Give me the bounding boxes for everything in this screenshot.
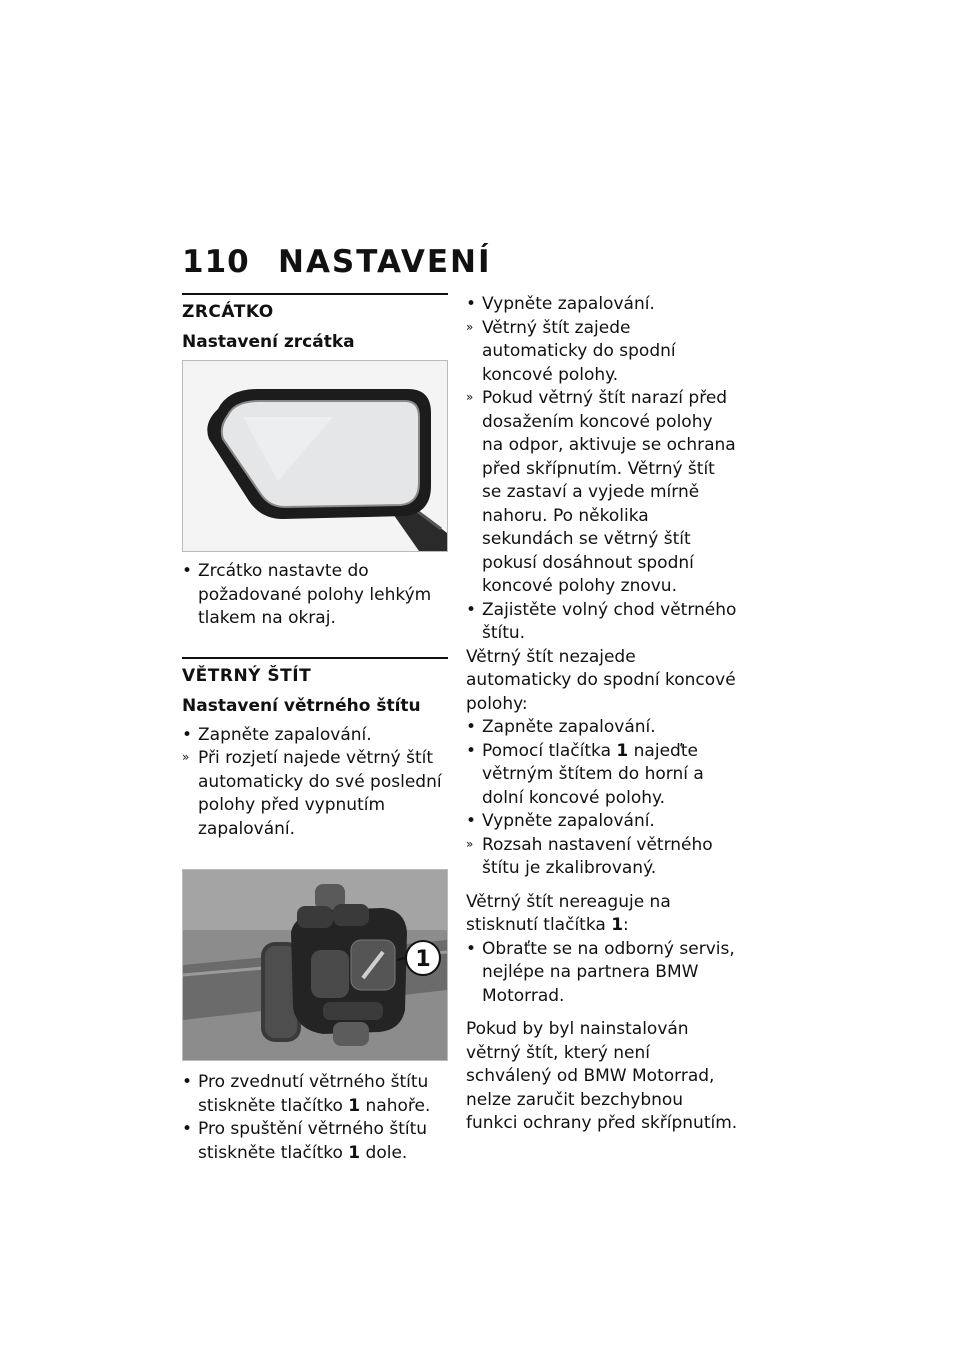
list-item: • Vypněte zapalování. xyxy=(466,293,738,317)
subsection-title-mirror: Nastavení zrcátka xyxy=(182,332,355,352)
service-instructions xyxy=(466,938,738,1009)
page-number: 110 xyxy=(182,244,250,280)
list-item-result: » Při rozjetí najede větrný štít automaticky do své poslední polohy před vypnutím zapalování. xyxy=(182,747,448,841)
list-item: • Zapněte zapalování. xyxy=(466,716,738,740)
section-divider xyxy=(182,657,448,659)
page-header xyxy=(182,244,492,280)
shutdown-instructions xyxy=(466,293,738,646)
list-item: • Pomocí tlačítka 1 najeďte větrným štítem do horní a dolní koncové polohy. xyxy=(466,740,738,811)
paragraph: Větrný štít nezajede automaticky do spodní koncové polohy: xyxy=(466,646,736,714)
list-item: • Zajistěte volný chod větrného štítu. xyxy=(466,599,738,646)
paragraph: Pokud by byl nainstalován větrný štít, který není schválený od BMW Motorrad, nelze zaručit bezchybnou funkci ochrany před skřípnutím. xyxy=(466,1019,738,1133)
list-item: • Zrcátko nastavte do požadované polohy lehkým tlakem na okraj. xyxy=(182,560,448,631)
list-item: • Zapněte zapalování. xyxy=(182,724,448,748)
list-item-result: » Větrný štít zajede automaticky do spodní koncové polohy. xyxy=(466,317,738,388)
callout-label: 1 xyxy=(415,947,431,972)
section-title-windshield: VĚTRNÝ ŠTÍT xyxy=(182,665,312,686)
paragraph: Větrný štít nereaguje na stisknutí tlačítka 1: xyxy=(466,891,671,935)
subsection-title-windshield: Nastavení větrného štítu xyxy=(182,695,421,716)
calibration-instructions xyxy=(466,716,738,881)
list-item: • Pro zvednutí větrného štítu stiskněte tlačítko 1 nahoře. xyxy=(182,1071,448,1118)
section-title-mirror: ZRCÁTKO xyxy=(182,302,274,322)
mirror-illustration xyxy=(183,361,447,551)
right-column xyxy=(466,293,738,1136)
list-item-result: » Rozsah nastavení větrného štítu je zkalibrovaný. xyxy=(466,834,738,881)
left-column xyxy=(182,293,448,1165)
section-divider xyxy=(182,293,448,295)
handlebar-switch-illustration xyxy=(183,870,447,1060)
chapter-title: NASTAVENÍ xyxy=(278,244,492,280)
mirror-figure xyxy=(182,360,448,552)
list-item: • Obraťte se na odborný servis, nejlépe na partnera BMW Motorrad. xyxy=(466,938,738,1009)
windshield-button-instructions xyxy=(182,1071,448,1165)
mirror-instructions xyxy=(182,560,448,631)
list-item: • Pro spuštění větrného štítu stiskněte tlačítko 1 dole. xyxy=(182,1118,448,1165)
list-item: • Vypněte zapalování. xyxy=(466,810,738,834)
windshield-instructions xyxy=(182,724,448,842)
list-item-result: » Pokud větrný štít narazí před dosažením koncové polohy na odpor, aktivuje se ochrana před skřípnutím. Větrný štít se zastaví a vyjede mírně nahoru. Po několika sekundách se větrný štít pokusí dosáhnout spodní koncové polohy znovu. xyxy=(466,387,738,599)
handlebar-switch-figure xyxy=(182,869,448,1061)
